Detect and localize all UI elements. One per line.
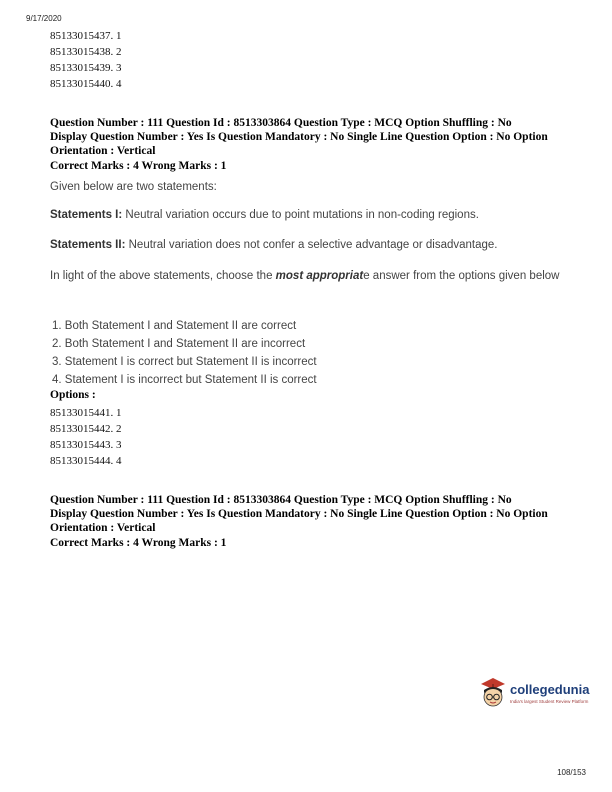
option-item: 85133015441. 1 [50,407,122,419]
question-header-line: Question Number : 111 Question Id : 8513303864 Question Type : MCQ Option Shuffling : No [50,494,512,506]
prompt-post: e answer from the options given below [363,270,560,282]
prompt-emphasis: most appropriat [275,270,364,282]
options-list [50,405,122,469]
option-item: 85133015438. 2 [50,46,122,58]
student-mascot-icon [478,676,508,712]
option-item: 85133015444. 4 [50,455,122,467]
prompt-pre: In light of the above statements, choose the [50,270,276,282]
statement-one [50,207,570,224]
question-header-line: Display Question Number : Yes Is Question Mandatory : No Single Line Question Option : No Option [50,131,548,143]
statement-one-text: Neutral variation occurs due to point mutations in non-coding regions. [122,209,479,221]
question-header [50,116,580,158]
answer-choice: 4. Statement I is incorrect but Statement II is correct [52,374,317,386]
question-header-line: Question Number : 111 Question Id : 8513303864 Question Type : MCQ Option Shuffling : No [50,117,512,129]
question-prompt [50,268,560,285]
question-marks: Correct Marks : 4 Wrong Marks : 1 [50,537,227,549]
answer-choices [52,317,317,389]
question-header-line: Display Question Number : Yes Is Question Mandatory : No Single Line Question Option : No Option [50,508,548,520]
option-item: 85133015437. 1 [50,30,122,42]
logo-tagline: India's largest Student Review Platform [510,699,589,704]
question-intro: Given below are two statements: [50,181,217,193]
question-header-line: Orientation : Vertical [50,145,156,157]
statement-one-label: Statements I: [50,209,123,221]
previous-options-list [50,28,122,92]
answer-choice: 2. Both Statement I and Statement II are incorrect [52,338,306,350]
options-label: Options : [50,389,96,401]
statement-two-label: Statements II: [50,239,126,251]
logo-name: collegedunia [510,682,590,697]
option-item: 85133015443. 3 [50,439,122,451]
question-marks: Correct Marks : 4 Wrong Marks : 1 [50,160,227,172]
answer-choice: 3. Statement I is correct but Statement II is incorrect [52,356,317,368]
option-item: 85133015440. 4 [50,78,122,90]
statement-two-text: Neutral variation does not confer a selective advantage or disadvantage. [125,239,498,251]
page-number: 108/153 [557,768,586,777]
answer-choice: 1. Both Statement I and Statement II are correct [52,320,297,332]
collegedunia-logo [478,676,588,716]
option-item: 85133015442. 2 [50,423,122,435]
option-item: 85133015439. 3 [50,62,122,74]
question-header-line: Orientation : Vertical [50,522,156,534]
question-header [50,493,580,535]
print-date: 9/17/2020 [26,14,62,23]
statement-two [50,237,570,254]
